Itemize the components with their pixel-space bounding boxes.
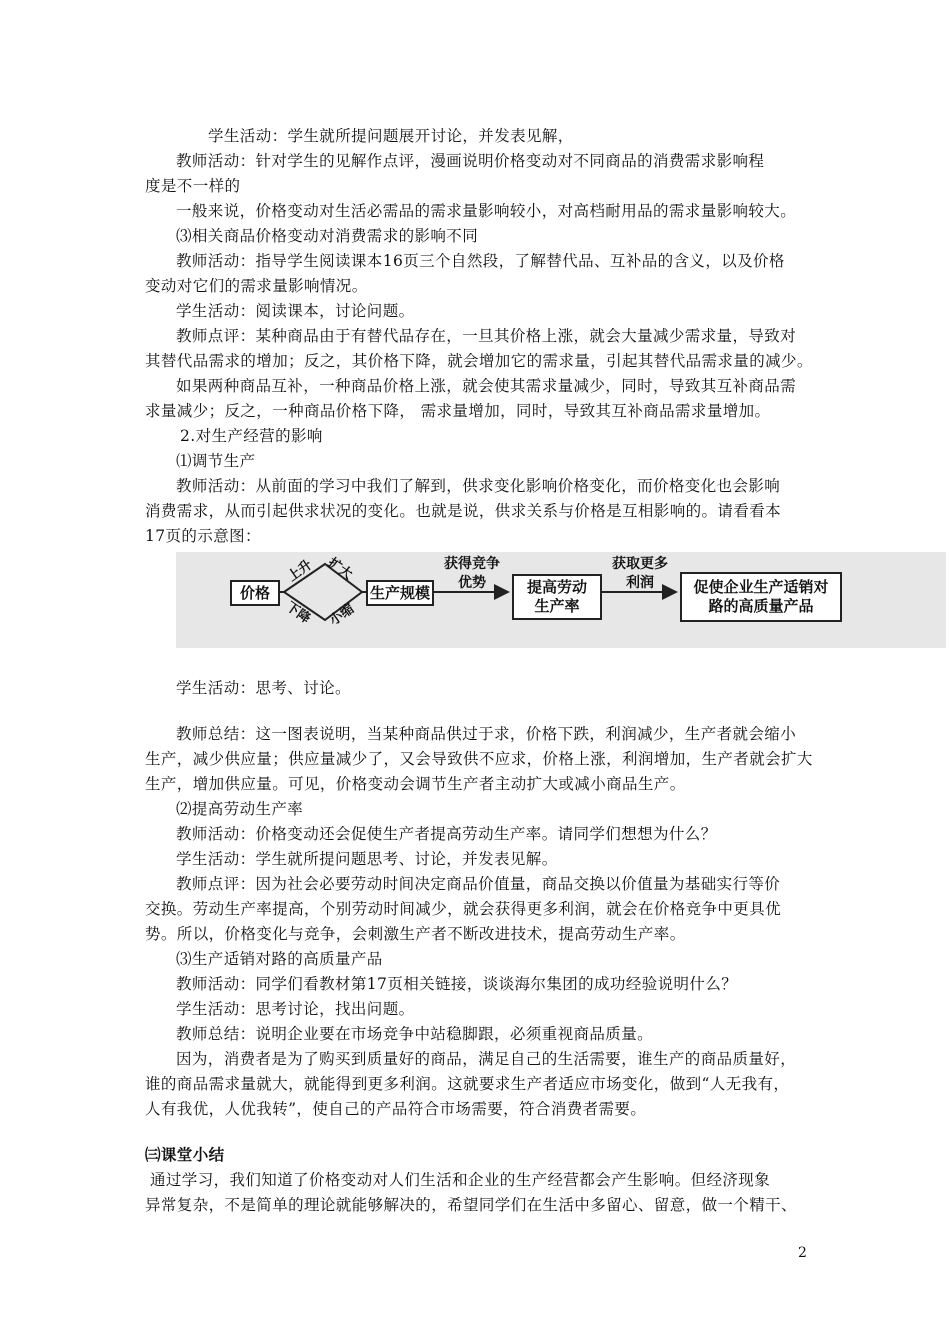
text-line: 17页的示意图： bbox=[145, 527, 261, 545]
section-heading: 2.对生产经营的影响 bbox=[180, 427, 323, 445]
text-line: ⑶相关商品价格变动对消费需求的影响不同 bbox=[176, 227, 479, 245]
result-box: 促使企业生产适销对路的高质量产品 bbox=[680, 572, 842, 622]
text-line: 教师总结：说明企业要在市场竞争中站稳脚跟，必须重视商品质量。 bbox=[176, 1025, 654, 1043]
text-line: 一般来说，价格变动对生活必需品的需求量影响较小，对高档耐用品的需求量影响较大。 bbox=[176, 202, 797, 220]
diamond-label-expand: 扩大 bbox=[324, 555, 355, 583]
text-line: 学生活动：学生就所提问题思考、讨论，并发表见解。 bbox=[176, 850, 558, 868]
text-line: 教师活动：价格变动还会促使生产者提高劳动生产率。请同学们想想为什么？ bbox=[176, 825, 717, 843]
text-line: 变动对它们的需求量影响情况。 bbox=[145, 277, 368, 295]
subsection-heading: ⑵提高劳动生产率 bbox=[176, 800, 304, 818]
diamond-label-shrink: 小缩 bbox=[327, 601, 358, 629]
production-scale-box: 生产规模 bbox=[366, 580, 434, 606]
text-line: 势。所以，价格变化与竞争，会刺激生产者不断改进技术，提高劳动生产率。 bbox=[145, 925, 686, 943]
subsection-heading: ⑴调节生产 bbox=[176, 452, 256, 470]
text-line: 如果两种商品互补，一种商品价格上涨，就会使其需求量减少，同时，导致其互补商品需 bbox=[176, 377, 797, 395]
text-line: 生产，减少供应量；供应量减少了，又会导致供不应求，价格上涨，利润增加，生产者就会扩大 bbox=[145, 750, 813, 768]
text-line: 人有我优，人优我转”，使自己的产品符合市场需要，符合消费者需要。 bbox=[145, 1100, 647, 1118]
subsection-heading: ⑶生产适销对路的高质量产品 bbox=[176, 950, 383, 968]
text-line: 学生活动：思考讨论，找出问题。 bbox=[176, 1000, 415, 1018]
text-line: 生产，增加供应量。可见，价格变动会调节生产者主动扩大或减小商品生产。 bbox=[145, 775, 686, 793]
text-line: 学生活动：思考、讨论。 bbox=[176, 679, 351, 697]
text-line: 教师活动：同学们看教材第17页相关链接，谈谈海尔集团的成功经验说明什么？ bbox=[176, 975, 738, 993]
text-line: 消费需求，从而引起供求状况的变化。也就是说，供求关系与价格是互相影响的。请看看本 bbox=[145, 502, 782, 520]
text-line: 求量减少；反之，一种商品价格下降， 需求量增加，同时，导致其互补商品需求量增加。 bbox=[145, 402, 771, 420]
text-line: 因为，消费者是为了购买到质量好的商品，满足自己的生活需要，谁生产的商品质量好， bbox=[176, 1050, 797, 1068]
text-line: 教师活动：针对学生的见解作点评，漫画说明价格变动对不同商品的消费需求影响程 bbox=[176, 152, 765, 170]
text-line: 教师点评：因为社会必要劳动时间决定商品价值量，商品交换以价值量为基础实行等价 bbox=[176, 875, 781, 893]
text-line: 谁的商品需求量就大，就能得到更多利润。这就要求生产者适应市场变化，做到“人无我有， bbox=[145, 1075, 790, 1093]
arrow-label-competitive-advantage: 获得竞争优势 bbox=[444, 556, 500, 591]
text-line: 教师活动：从前面的学习中我们了解到，供求变化影响价格变化，而价格变化也会影响 bbox=[176, 477, 781, 495]
text-line: 通过学习，我们知道了价格变动对人们生活和企业的生产经营都会产生影响。但经济现象 bbox=[150, 1171, 771, 1189]
text-line: 度是不一样的 bbox=[145, 177, 241, 195]
text-line: 其替代品需求的增加；反之，其价格下降，就会增加它的需求量，引起其替代品需求量的减少。 bbox=[145, 352, 813, 370]
text-line: 学生活动：学生就所提问题展开讨论，并发表见解， bbox=[208, 127, 574, 145]
diamond-label-down: 下降 bbox=[282, 599, 313, 627]
text-line: 教师点评：某种商品由于有替代品存在，一旦其价格上涨，就会大量减少需求量，导致对 bbox=[176, 327, 797, 345]
text-line: 教师活动：指导学生阅读课本16页三个自然段，了解替代品、互补品的含义，以及价格 bbox=[176, 252, 785, 270]
flow-diagram bbox=[176, 552, 946, 648]
text-line: 异常复杂，不是简单的理论就能够解决的，希望同学们在生活中多留心、留意，做一个精干、 bbox=[145, 1196, 797, 1214]
price-box: 价格 bbox=[230, 580, 280, 606]
text-line: 交换。劳动生产率提高，个别劳动时间减少，就会获得更多利润，就会在价格竞争中更具优 bbox=[145, 900, 782, 918]
arrow-label-more-profit: 获取更多利润 bbox=[612, 556, 668, 591]
section-heading-summary: ㈢课堂小结 bbox=[145, 1145, 225, 1164]
text-line: 学生活动：阅读课本，讨论问题。 bbox=[176, 302, 415, 320]
page-number: 2 bbox=[798, 1245, 807, 1261]
productivity-box: 提高劳动生产率 bbox=[512, 574, 602, 620]
text-line: 教师总结：这一图表说明，当某种商品供过于求，价格下跌，利润减少，生产者就会缩小 bbox=[176, 725, 797, 743]
diamond-label-up: 上升 bbox=[285, 557, 316, 585]
